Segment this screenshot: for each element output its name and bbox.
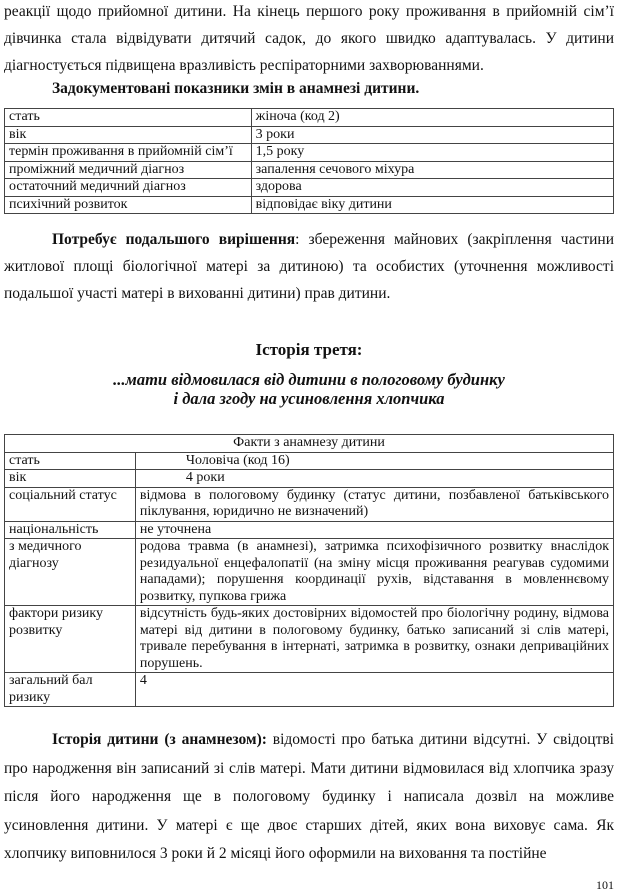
- cell-label: термін проживання в прийомній сім’ї: [5, 144, 252, 162]
- cell-value: Чоловіча (код 16): [135, 452, 613, 470]
- cell-value: не уточнена: [135, 521, 613, 539]
- subtitle-line: ...мати відмовилася від дитини в пологовому будинку: [113, 370, 505, 389]
- table-row: [5, 487, 614, 521]
- cell-label: проміжний медичний діагноз: [5, 161, 252, 179]
- para2: [4, 226, 614, 307]
- table-header: Факти з анамнезу дитини: [5, 435, 614, 453]
- section-heading: Історія третя:: [255, 340, 363, 359]
- cell-label: стать: [5, 109, 252, 127]
- table-row: [5, 470, 614, 488]
- table-row: [5, 521, 614, 539]
- table2: [4, 434, 614, 707]
- intro-paragraph: [4, 0, 614, 79]
- paragraph-text: : збереження майнових (закріплення частини житлової площі біологічної матері за дитиною) та особистих (уточнення можливості подальшої участі матері в вихованні дитини) прав дитини.: [4, 231, 615, 302]
- cell-value: відсутність будь-яких достовірних відомостей про біологічну родину, відмова матері від дитини в пологовому будинку, батько записаний зі слів матері, тривале перебування в інтернаті, затримка в розвитку, ознаки деприваційних порушень.: [135, 606, 613, 673]
- cell-value: здорова: [251, 179, 613, 197]
- table-row: [5, 126, 614, 144]
- paragraph-text: відомості про батька дитини відсутні. У свідоцтві про народження він записаний зі слів матері. Мати дитини відмовилася від хлопчика зразу після його народження ще в пологовому будинку і написала дозвіл на можливе усиновлення дитини. У матері є ще двоє старших дітей, яких вона виховує сама. Як хлопчику виповнилося 3 роки й 2 місяці його оформили на виховання та постійне: [4, 731, 614, 862]
- table-row: [5, 179, 614, 197]
- cell-label: загальний бал ризику: [5, 673, 136, 707]
- cell-value: запалення сечового міхура: [251, 161, 613, 179]
- cell-label: остаточний медичний діагноз: [5, 179, 252, 197]
- table-row: [5, 452, 614, 470]
- subtitle-line: і дала згоду на усиновлення хлопчика: [173, 389, 445, 408]
- cell-label: вік: [5, 126, 252, 144]
- page-number: 101: [596, 878, 614, 892]
- table-row: [5, 606, 614, 673]
- cell-label: стать: [5, 452, 136, 470]
- cell-value: 3 роки: [251, 126, 613, 144]
- paragraph-text: реакції щодо прийомної дитини. На кінець першого року проживання в прийомній сім’ї дівчинка стала відвідувати дитячий садок, до якого швидко адаптувалась. У дитини діагностується підвищена вразливість респіраторними захворюваннями.: [4, 3, 614, 74]
- table-row: [5, 673, 614, 707]
- bold-lead: Потребує подальшого вирішення: [52, 231, 296, 248]
- table-row: [5, 161, 614, 179]
- cell-label: з медичного діагнозу: [5, 539, 136, 606]
- table-row: [5, 109, 614, 127]
- table-title: Задокументовані показники змін в анамнезі дитини.: [52, 80, 420, 97]
- table1: [4, 108, 614, 214]
- cell-value: 4 роки: [135, 470, 613, 488]
- cell-value: відповідає віку дитини: [251, 196, 613, 214]
- table-row: [5, 144, 614, 162]
- cell-value: жіноча (код 2): [251, 109, 613, 127]
- cell-label: національність: [5, 521, 136, 539]
- cell-value: 4: [135, 673, 613, 707]
- table1-title: [4, 80, 614, 98]
- story-heading: [4, 340, 614, 360]
- story-subtitle: [4, 370, 614, 408]
- cell-value: відмова в пологовому будинку (статус дитини, позбавленої батьківського піклування, юридично не визначений): [135, 487, 613, 521]
- cell-label: соціальний статус: [5, 487, 136, 521]
- table-row: [5, 539, 614, 606]
- cell-label: вік: [5, 470, 136, 488]
- cell-label: фактори ризику розвитку: [5, 606, 136, 673]
- cell-value: 1,5 року: [251, 144, 613, 162]
- para3: [4, 726, 614, 869]
- cell-label: психічний розвиток: [5, 196, 252, 214]
- cell-value: родова травма (в анамнезі), затримка психофізичного розвитку внаслідок резидуальної енцефалопатії (на зміну місця проживання реагував судомими нападами); порушення координації рухів, відставання в мовленнєвому розвитку, пупкова грижа: [135, 539, 613, 606]
- bold-lead: Історія дитини (з анамнезом):: [52, 731, 267, 748]
- table-row: [5, 196, 614, 214]
